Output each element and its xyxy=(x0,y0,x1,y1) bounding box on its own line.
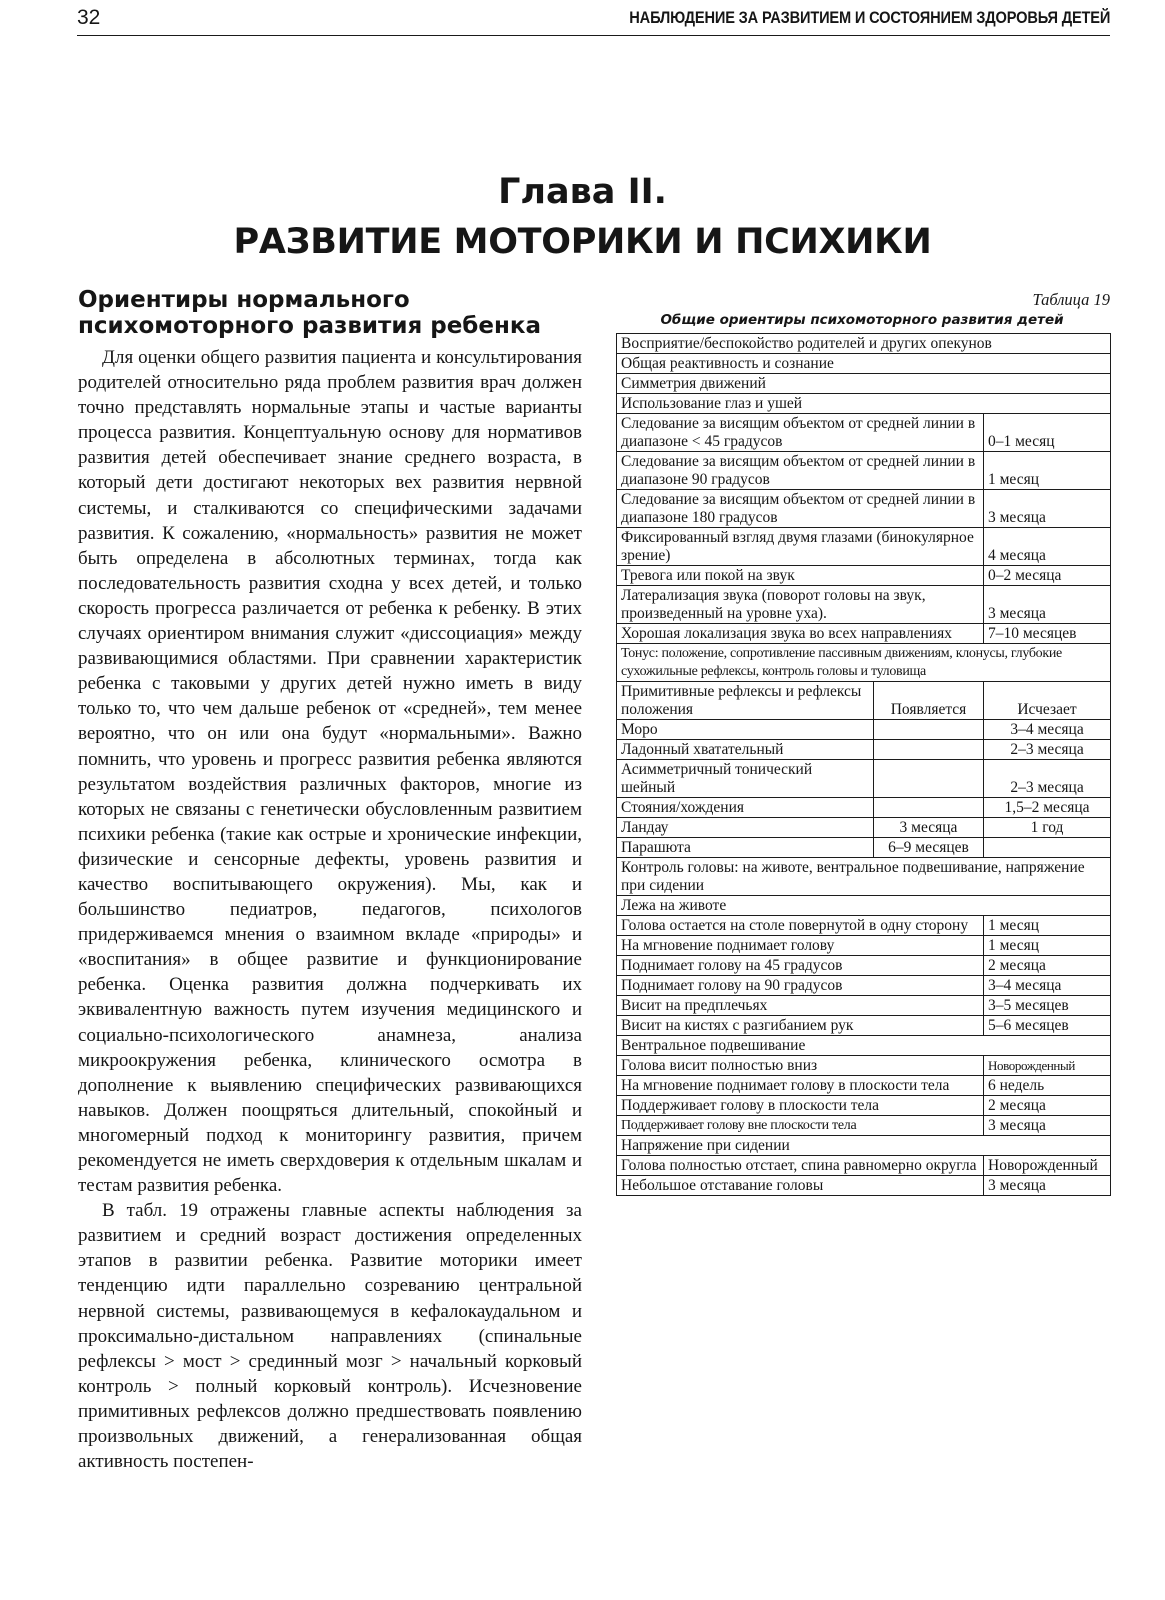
table-cell-disappears xyxy=(984,838,1111,858)
table-cell-age: Новорожденный xyxy=(984,1056,1111,1076)
table-row xyxy=(617,760,1111,798)
table-cell-disappears: 1 год xyxy=(984,818,1111,838)
table-cell-age: 4 месяца xyxy=(984,528,1111,566)
table-cell-item: Стояния/хождения xyxy=(617,798,874,818)
table-row xyxy=(617,1116,1111,1136)
table-cell-item: Моро xyxy=(617,720,874,740)
table-header-appears: Появляется xyxy=(874,682,984,720)
table-cell-item: Поднимает голову на 90 градусов xyxy=(617,976,984,996)
table-cell-disappears: 3–4 месяца xyxy=(984,720,1111,740)
table-row xyxy=(617,1056,1111,1076)
table-row xyxy=(617,566,1111,586)
table-cell-appears xyxy=(874,798,984,818)
table-row xyxy=(617,916,1111,936)
table-row xyxy=(617,414,1111,452)
table-row xyxy=(617,838,1111,858)
table-row xyxy=(617,528,1111,566)
table-cell-age: 3 месяца xyxy=(984,586,1111,624)
table-cell-age: 1 месяц xyxy=(984,916,1111,936)
table-cell-disappears: 2–3 месяца xyxy=(984,740,1111,760)
table-cell-item: Поднимает голову на 45 градусов xyxy=(617,956,984,976)
table-row xyxy=(617,644,1111,682)
table-cell-item: Висит на предплечьях xyxy=(617,996,984,1016)
table-row xyxy=(617,394,1111,414)
table-section-heading: Напряжение при сидении xyxy=(617,1136,1111,1156)
table-cell-age: 3 месяца xyxy=(984,1176,1111,1196)
table-cell-item: На мгновение поднимает голову xyxy=(617,936,984,956)
table-cell-age: 0–1 месяц xyxy=(984,414,1111,452)
table-row xyxy=(617,334,1111,354)
table-cell-item: Тревога или покой на звук xyxy=(617,566,984,586)
table-row xyxy=(617,490,1111,528)
table-subsection-heading: Лежа на животе xyxy=(617,896,1111,916)
table-section-heading: Вентральное подвешивание xyxy=(617,1036,1111,1056)
table-row xyxy=(617,1096,1111,1116)
table-cell-appears xyxy=(874,740,984,760)
running-head-title: НАБЛЮДЕНИЕ ЗА РАЗВИТИЕМ И СОСТОЯНИЕМ ЗДОРОВЬЯ ДЕТЕЙ xyxy=(629,8,1110,27)
table-cell-age: Новорожденный xyxy=(984,1156,1111,1176)
table-cell-item: Парашюта xyxy=(617,838,874,858)
table-cell-item: Латерализация звука (поворот головы на звук, произведенный на уровне уха). xyxy=(617,586,984,624)
table-section-heading: Общая реактивность и сознание xyxy=(617,354,1111,374)
body-text xyxy=(78,345,582,1474)
table-cell-appears: 6–9 месяцев xyxy=(874,838,984,858)
table-row xyxy=(617,976,1111,996)
table-cell-appears: 3 месяца xyxy=(874,818,984,838)
table-cell-item: Ландау xyxy=(617,818,874,838)
table-cell-disappears: 2–3 месяца xyxy=(984,760,1111,798)
table-row xyxy=(617,624,1111,644)
table-cell-age: 2 месяца xyxy=(984,956,1111,976)
milestones-table xyxy=(616,333,1111,1196)
table-row xyxy=(617,1036,1111,1056)
table-header-disappears: Исчезает xyxy=(984,682,1111,720)
paragraph: В табл. 19 отражены главные аспекты наблюдения за развитием и средний возраст достижения определенных этапов в развитии ребенка. Развитие моторики имеет тенденцию идти параллельно созреванию центральной нервной системы, развивающемуся в кефалокаудальном и проксимально-дистальном направлениях (спинальные рефлексы > мост > срединный мозг > начальный корковый контроль > полный корковый контроль). Исчезновение примитивных рефлексов должно предшествовать появлению произвольных движений, а генерализованная общая активность постепен- xyxy=(78,1200,582,1473)
table-section-heading: Симметрия движений xyxy=(617,374,1111,394)
running-head xyxy=(77,3,1110,36)
table-row xyxy=(617,740,1111,760)
table-row xyxy=(617,1156,1111,1176)
table-row xyxy=(617,452,1111,490)
table-row xyxy=(617,996,1111,1016)
table-row xyxy=(617,1016,1111,1036)
table-caption: Таблица 19 xyxy=(1032,290,1110,309)
table-cell-item: Голова остается на столе повернутой в одну сторону xyxy=(617,916,984,936)
table-cell-age: 3–5 месяцев xyxy=(984,996,1111,1016)
table-row xyxy=(617,936,1111,956)
table-row xyxy=(617,586,1111,624)
table-row xyxy=(617,956,1111,976)
table-row xyxy=(617,720,1111,740)
table-cell-age: 7–10 месяцев xyxy=(984,624,1111,644)
table-row xyxy=(617,1076,1111,1096)
paragraph: Для оценки общего развития пациента и консультирования родителей относительно ряда проблем развития врач должен точно представлять нормальные этапы и частые варианты процесса развития. Концептуальную основу для нормативов развития детей обеспечивает знание среднего возраста, в который дети достигают некоторых вех развития нервной системы, и сталкиваются со специфическими задачами развития. К сожалению, «нормальность» развития не может быть определена в абсолютных терминах, тогда как последовательность развития сходна у всех детей, и только скорость прогресса различается от ребенка к ребенку. В этих случаях ориентиром внимания служит «диссоциация» между развивающимися областями. При сравнении характеристик ребенка с таковыми у других детей нужно иметь в виду только то, что чем дальше ребенок от «средней», тем менее вероятно, что он или она будут «нормальными». Важно помнить, что уровень и прогресс развития ребенка являются результатом воздействия различных факторов, многие из которых не связаны с генетически обусловленным развитием психики ребенка (такие как острые и хронические инфекции, физические и сенсорные дефекты, уровень развития и качество воспитывающего окружения). Мы, как и большинство педиатров, педагогов, психологов придерживаемся мнения о взаимном вкладе «природы» и «воспитания» в общее развитие и функционирование ребенка. Оценка развития должна подчеркивать их эквивалентную важность путем изучения медицинского и социально-психологического анамнеза, анализа микроокружения ребенка, клинического осмотра в дополнение к выявлению специфических развивающихся навыков. Должен поощряться длительный, спокойный и многомерный подход к мониторингу развития, причем рекомендуется не иметь сверхдоверия к отдельным шкалам и тестам развития ребенка. xyxy=(78,347,582,1197)
table-cell-item: Асимметричный тонический шейный xyxy=(617,760,874,798)
table-row xyxy=(617,374,1111,394)
table-section-heading: Восприятие/беспокойство родителей и других опекунов xyxy=(617,334,1111,354)
table-cell-item: Поддерживает голову вне плоскости тела xyxy=(617,1116,984,1136)
table-header-row xyxy=(617,682,1111,720)
table-cell-item: Висит на кистях с разгибанием рук xyxy=(617,1016,984,1036)
table-cell-item: Фиксированный взгляд двумя глазами (бинокулярное зрение) xyxy=(617,528,984,566)
table-cell-age: 1 месяц xyxy=(984,936,1111,956)
table-title: Общие ориентиры психомоторного развития детей xyxy=(660,312,1064,328)
table-cell-item: Следование за висящим объектом от средней линии в диапазоне 180 градусов xyxy=(617,490,984,528)
table-cell-item: Ладонный хватательный xyxy=(617,740,874,760)
table-section-heading: Контроль головы: на животе, вентральное подвешивание, напряжение при сидении xyxy=(617,858,1111,896)
table-cell-appears xyxy=(874,760,984,798)
section-heading: Ориентиры нормального психомоторного развития ребенка xyxy=(78,287,541,339)
table-header-label: Примитивные рефлексы и рефлексы положения xyxy=(617,682,874,720)
table-row xyxy=(617,818,1111,838)
table-section-heading: Использование глаз и ушей xyxy=(617,394,1111,414)
table-row xyxy=(617,1176,1111,1196)
chapter-label: Глава II. xyxy=(498,172,667,212)
table-row xyxy=(617,798,1111,818)
table-cell-age: 6 недель xyxy=(984,1076,1111,1096)
table-cell-item: Хорошая локализация звука во всех направлениях xyxy=(617,624,984,644)
table-row xyxy=(617,1136,1111,1156)
table-row xyxy=(617,858,1111,896)
table-cell-item: Поддерживает голову в плоскости тела xyxy=(617,1096,984,1116)
table-cell-item: Голова полностью отстает, спина равномерно округла xyxy=(617,1156,984,1176)
table-cell-item: Следование за висящим объектом от средней линии в диапазоне < 45 градусов xyxy=(617,414,984,452)
table-cell-disappears: 1,5–2 месяца xyxy=(984,798,1111,818)
page-number: 32 xyxy=(77,6,101,29)
table-cell-age: 3 месяца xyxy=(984,1116,1111,1136)
table-cell-item: На мгновение поднимает голову в плоскости тела xyxy=(617,1076,984,1096)
table-section-heading: Тонус: положение, сопротивление пассивным движениям, клонусы, глубокие сухожильные рефлексы, контроль головы и туловища xyxy=(617,644,1111,682)
table-cell-item: Следование за висящим объектом от средней линии в диапазоне 90 градусов xyxy=(617,452,984,490)
table-cell-age: 3–4 месяца xyxy=(984,976,1111,996)
table-row xyxy=(617,354,1111,374)
table-cell-item: Голова висит полностью вниз xyxy=(617,1056,984,1076)
table-cell-age: 1 месяц xyxy=(984,452,1111,490)
table-row xyxy=(617,896,1111,916)
chapter-title: РАЗВИТИЕ МОТОРИКИ И ПСИХИКИ xyxy=(233,222,932,262)
table-cell-age: 5–6 месяцев xyxy=(984,1016,1111,1036)
table-cell-age: 3 месяца xyxy=(984,490,1111,528)
table-cell-age: 2 месяца xyxy=(984,1096,1111,1116)
table-cell-appears xyxy=(874,720,984,740)
table-cell-item: Небольшое отставание головы xyxy=(617,1176,984,1196)
table-cell-age: 0–2 месяца xyxy=(984,566,1111,586)
